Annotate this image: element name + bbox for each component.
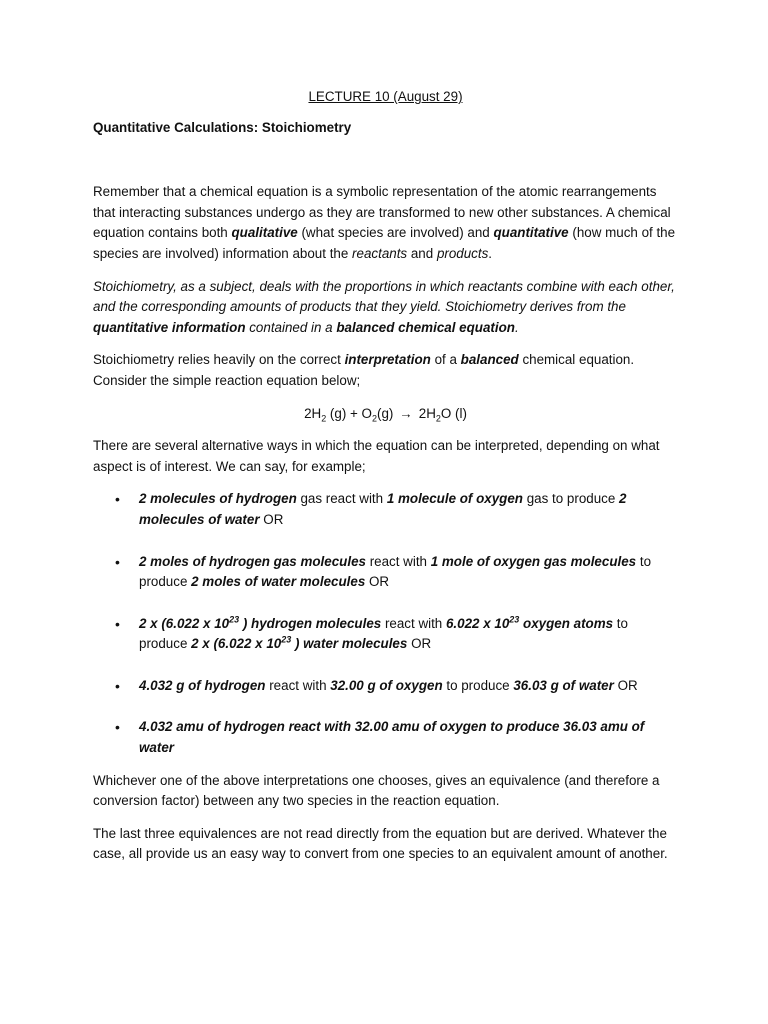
eq-h2-subscript: 2	[321, 413, 327, 424]
term-quantitative-information: quantitative information	[93, 319, 246, 335]
term-quantitative: quantitative	[493, 225, 569, 241]
list-item	[93, 717, 678, 758]
definition-paragraph	[93, 277, 678, 339]
intro-paragraph	[93, 182, 678, 264]
reaction-arrow-icon: →	[399, 405, 413, 421]
intro-text-3: (how much of the species are involved) information about the	[93, 225, 676, 261]
bullet-icon: •	[115, 677, 120, 694]
interp-4-text-2: to produce	[442, 677, 514, 693]
definition-text-3: .	[514, 319, 519, 335]
eq-h2: 2H	[304, 405, 322, 421]
eq-o2-state: (g)	[376, 405, 394, 421]
lecture-title: LECTURE 10 (August 29)	[308, 89, 463, 104]
interp-4-term-3: 36.03 g of water	[513, 677, 614, 693]
interp-2-text-1: react with	[365, 553, 431, 569]
eq-h2-state: (g) + O	[326, 405, 372, 421]
section-title: Quantitative Calculations: Stoichiometry	[93, 119, 352, 135]
interpretations-list	[93, 489, 678, 758]
list-item	[93, 489, 678, 530]
bullet-icon: •	[115, 553, 120, 570]
interp-2-term-3: 2 moles of water molecules	[191, 574, 366, 590]
exponent: 23	[229, 614, 240, 625]
term-reactants: reactants	[352, 245, 408, 261]
eq-h2o: 2H	[418, 405, 436, 421]
interp-3-term-2-b: oxygen atoms	[519, 615, 614, 631]
equivalence-paragraph: Whichever one of the above interpretations one chooses, gives an equivalence (and therefore a conversion factor) between any two species in the reaction equation.	[93, 772, 660, 809]
term-balanced: balanced	[460, 352, 519, 368]
interp-4-term-2: 32.00 g of oxygen	[330, 677, 443, 693]
interp-2-term-2: 1 mole of oxygen gas molecules	[430, 553, 637, 569]
term-balanced-chemical-equation: balanced chemical equation	[336, 319, 515, 335]
interp-2-term-1: 2 moles of hydrogen gas molecules	[139, 553, 366, 569]
reliance-paragraph	[93, 350, 678, 391]
term-interpretation: interpretation	[344, 352, 431, 368]
reliance-text-1: Stoichiometry relies heavily on the correct	[93, 352, 345, 368]
interp-3-term-1-a: 2 x (6.022 x 10	[139, 615, 230, 631]
interp-3-term-3	[191, 636, 407, 651]
interp-3-text-1: react with	[381, 615, 446, 631]
interp-3-term-1-b: ) hydrogen molecules	[239, 615, 382, 631]
bullet-icon: •	[115, 491, 120, 508]
interp-1-text-2: gas to produce	[523, 491, 620, 507]
term-qualitative: qualitative	[231, 225, 298, 241]
interp-3-term-3-a: 2 x (6.022 x 10	[191, 636, 282, 652]
eq-h2o-subscript: 2	[435, 413, 441, 424]
interp-1-text-1: gas react with	[296, 491, 387, 507]
eq-o2-subscript: 2	[371, 413, 377, 424]
interp-2-text-2: to produce	[139, 553, 652, 590]
derived-paragraph: The last three equivalences are not read directly from the equation but are derived. Whatever the case, all provide us an easy way to convert from one species to an equivalent amount of another.	[93, 825, 668, 862]
list-item	[93, 676, 678, 697]
intro-text-5: .	[488, 245, 493, 261]
exponent: 23	[281, 634, 292, 645]
interp-1-term-1: 2 molecules of hydrogen	[139, 491, 297, 507]
interp-4-text-1: react with	[265, 677, 331, 693]
list-item	[93, 614, 678, 655]
reliance-text-2: of a	[430, 352, 461, 368]
interp-3-term-3-b: ) water molecules	[291, 636, 408, 652]
interp-5-term-1: 4.032 amu of hydrogen react with 32.00 amu of oxygen to produce 36.03 amu of water	[139, 719, 645, 756]
interp-3-term-2	[446, 616, 613, 631]
interp-3-text-3: OR	[407, 636, 432, 652]
interp-2-text-3: OR	[365, 574, 390, 590]
alternatives-paragraph: There are several alternative ways in which the equation can be interpreted, depending on what aspect is of interest. We can say, for example;	[93, 438, 660, 474]
intro-text-2: (what species are involved) and	[297, 225, 494, 241]
interp-3-term-2-a: 6.022 x 10	[445, 615, 510, 631]
list-item	[93, 552, 678, 593]
exponent: 23	[509, 614, 520, 625]
document-body	[93, 87, 678, 877]
chemical-equation	[93, 404, 678, 425]
interp-3-text-2: to produce	[139, 615, 628, 652]
interp-1-text-3: OR	[259, 511, 284, 527]
eq-h2o-state: O (l)	[440, 405, 467, 421]
definition-text-1: Stoichiometry, as a subject, deals with the proportions in which reactants combine with each other, and the corresponding amounts of products that they yield. Stoichiometry derives from the	[93, 278, 675, 315]
interp-4-term-1: 4.032 g of hydrogen	[139, 677, 266, 693]
intro-text-1: Remember that a chemical equation is a symbolic representation of the atomic rearrangements that interacting substances undergo as they are transformed to new other substances. A chemical equation contains both	[93, 184, 671, 241]
term-products: products	[436, 245, 489, 261]
bullet-icon: •	[115, 615, 120, 632]
interp-1-term-3: 2 molecules of water	[139, 491, 627, 527]
definition-text-2: contained in a	[245, 319, 337, 335]
reliance-text-3: chemical equation. Consider the simple reaction equation below;	[93, 352, 635, 388]
intro-text-4: and	[407, 245, 437, 261]
interp-1-term-2: 1 molecule of oxygen	[386, 491, 523, 507]
interp-4-text-3: OR	[613, 677, 638, 693]
interp-3-term-1	[139, 616, 381, 631]
bullet-icon: •	[115, 719, 120, 736]
